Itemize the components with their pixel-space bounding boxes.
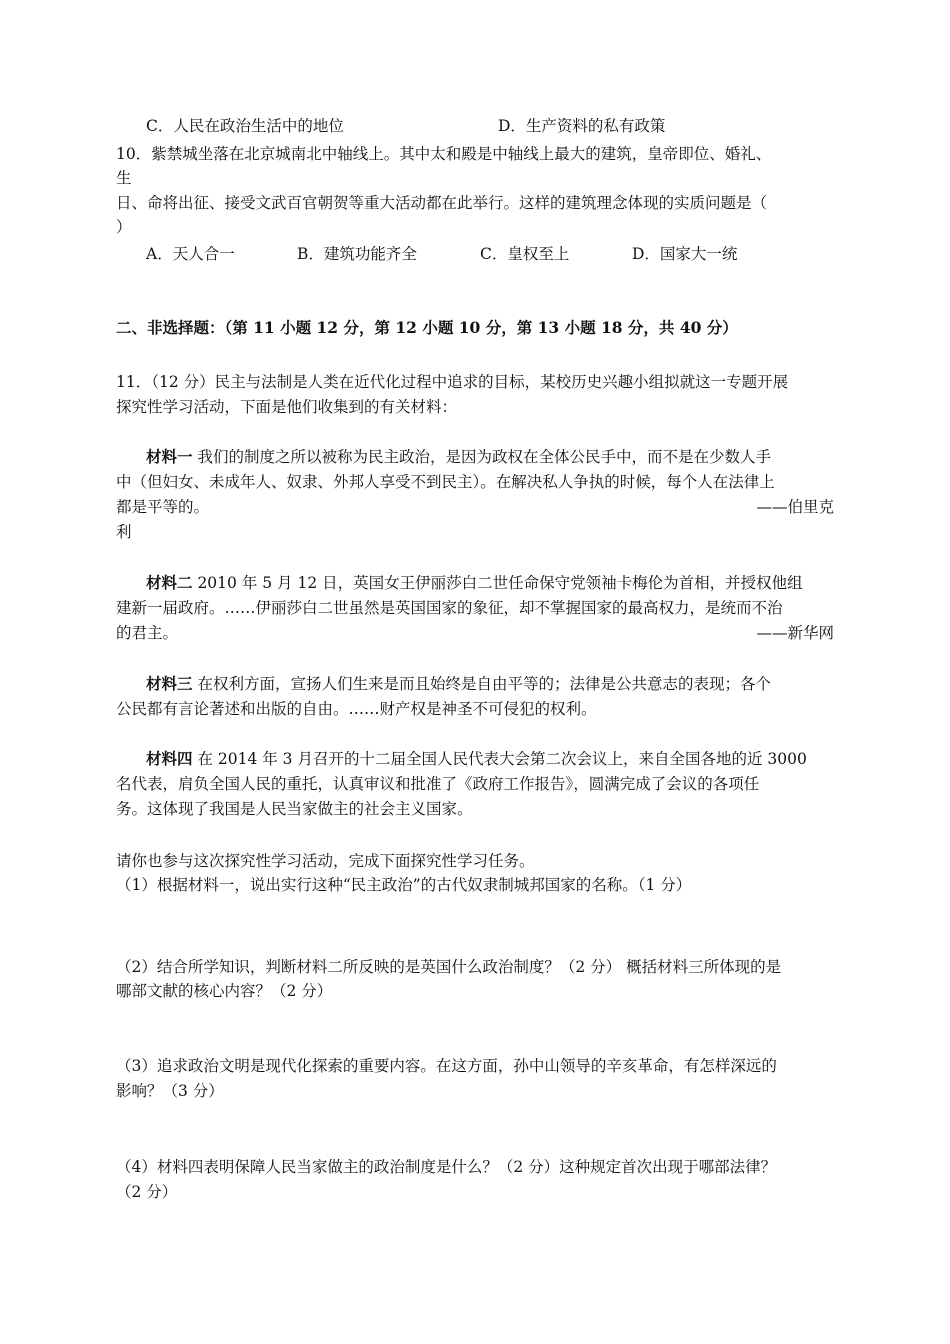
q9-option-d: D．生产资料的私有政策 bbox=[498, 117, 666, 135]
task-2-line-2: 哪部文献的核心内容？（2 分） bbox=[116, 982, 333, 1000]
q10-option-d: D．国家大一统 bbox=[632, 245, 738, 263]
task-1: （1）根据材料一，说出实行这种“民主政治”的古代奴隶制城邦国家的名称。（1 分） bbox=[116, 876, 692, 894]
material-2-source: ——新华网 bbox=[756, 624, 834, 642]
material-1-line-3: 都是平等的。 bbox=[116, 498, 210, 516]
task-3-line-1: （3）追求政治文明是现代化探索的重要内容。在这方面，孙中山领导的辛亥革命，有怎样深远的 bbox=[116, 1057, 777, 1075]
material-2-line-3: 的君主。 bbox=[116, 624, 179, 642]
material-3-line-2: 公民都有言论著述和出版的自由。……财产权是神圣不可侵犯的权利。 bbox=[116, 700, 597, 718]
task-4-line-1: （4）材料四表明保障人民当家做主的政治制度是什么？（2 分）这种规定首次出现于哪部法律？ bbox=[116, 1158, 777, 1176]
q10-line-3: 日、命将出征、接受文武百官朝贺等重大活动都在此举行。这样的建筑理念体现的实质问题是（ bbox=[116, 194, 768, 212]
q10-option-b: B．建筑功能齐全 bbox=[297, 245, 417, 263]
q10-line-1: 10．紫禁城坐落在北京城南北中轴线上。其中太和殿是中轴线上最大的建筑，皇帝即位、婚礼、 bbox=[116, 145, 772, 163]
material-2-line-2: 建新一届政府。……伊丽莎白二世虽然是英国国家的象征，却不掌握国家的最高权力，是统而不治 bbox=[116, 599, 783, 617]
q10-option-c: C．皇权至上 bbox=[480, 245, 570, 263]
material-1-source-cont: 利 bbox=[116, 523, 132, 541]
section-2-heading: 二、非选择题：（第 11 小题 12 分，第 12 小题 10 分，第 13 小题 18 分，共 40 分） bbox=[116, 318, 738, 337]
q11-line-1: 11．（12 分）民主与法制是人类在近代化过程中追求的目标，某校历史兴趣小组拟就这一专题开展 bbox=[116, 373, 789, 391]
material-4-text: 在 2014 年 3 月召开的十二届全国人民代表大会第二次会议上，来自全国各地的近 3000 bbox=[192, 750, 807, 768]
q9-option-c: C．人民在政治生活中的地位 bbox=[146, 117, 344, 135]
task-2-line-1: （2）结合所学知识，判断材料二所反映的是英国什么政治制度？（2 分） 概括材料三所体现的是 bbox=[116, 958, 782, 976]
material-1-label: 材料一 bbox=[146, 447, 193, 466]
q9-options-row bbox=[146, 115, 344, 137]
material-2-text: 2010 年 5 月 12 日，英国女王伊丽莎白二世任命保守党领袖卡梅伦为首相，并授权他组 bbox=[192, 574, 803, 592]
material-3-line-1 bbox=[146, 673, 771, 695]
material-1-text: 我们的制度之所以被称为民主政治，是因为政权在全体公民手中，而不是在少数人手 bbox=[192, 448, 771, 466]
material-4-line-1 bbox=[146, 748, 807, 770]
material-1-line-1 bbox=[146, 446, 771, 468]
q10-line-4: ） bbox=[116, 218, 132, 236]
material-4-line-3: 务。这体现了我国是人民当家做主的社会主义国家。 bbox=[116, 800, 473, 818]
task-4-line-2: （2 分） bbox=[116, 1183, 178, 1201]
material-1-line-2: 中（但妇女、未成年人、奴隶、外邦人享受不到民主）。在解决私人争执的时候，每个人在法律上 bbox=[116, 473, 775, 491]
q11-line-2: 探究性学习活动，下面是他们收集到的有关材料： bbox=[116, 398, 458, 416]
material-4-label: 材料四 bbox=[146, 749, 193, 768]
task-3-line-2: 影响？（3 分） bbox=[116, 1082, 224, 1100]
material-1-source: ——伯里克 bbox=[756, 498, 834, 516]
material-4-line-2: 名代表，肩负全国人民的重托，认真审议和批准了《政府工作报告》，圆满完成了会议的各项任 bbox=[116, 775, 760, 793]
task-intro: 请你也参与这次探究性学习活动，完成下面探究性学习任务。 bbox=[116, 852, 535, 870]
material-2-label: 材料二 bbox=[146, 573, 193, 592]
material-3-text: 在权利方面，宣扬人们生来是而且始终是自由平等的；法律是公共意志的表现；各个 bbox=[192, 675, 771, 693]
material-2-line-1 bbox=[146, 572, 803, 594]
q10-line-2: 生 bbox=[116, 169, 132, 187]
q10-option-a: A．天人合一 bbox=[146, 245, 235, 263]
material-3-label: 材料三 bbox=[146, 674, 193, 693]
